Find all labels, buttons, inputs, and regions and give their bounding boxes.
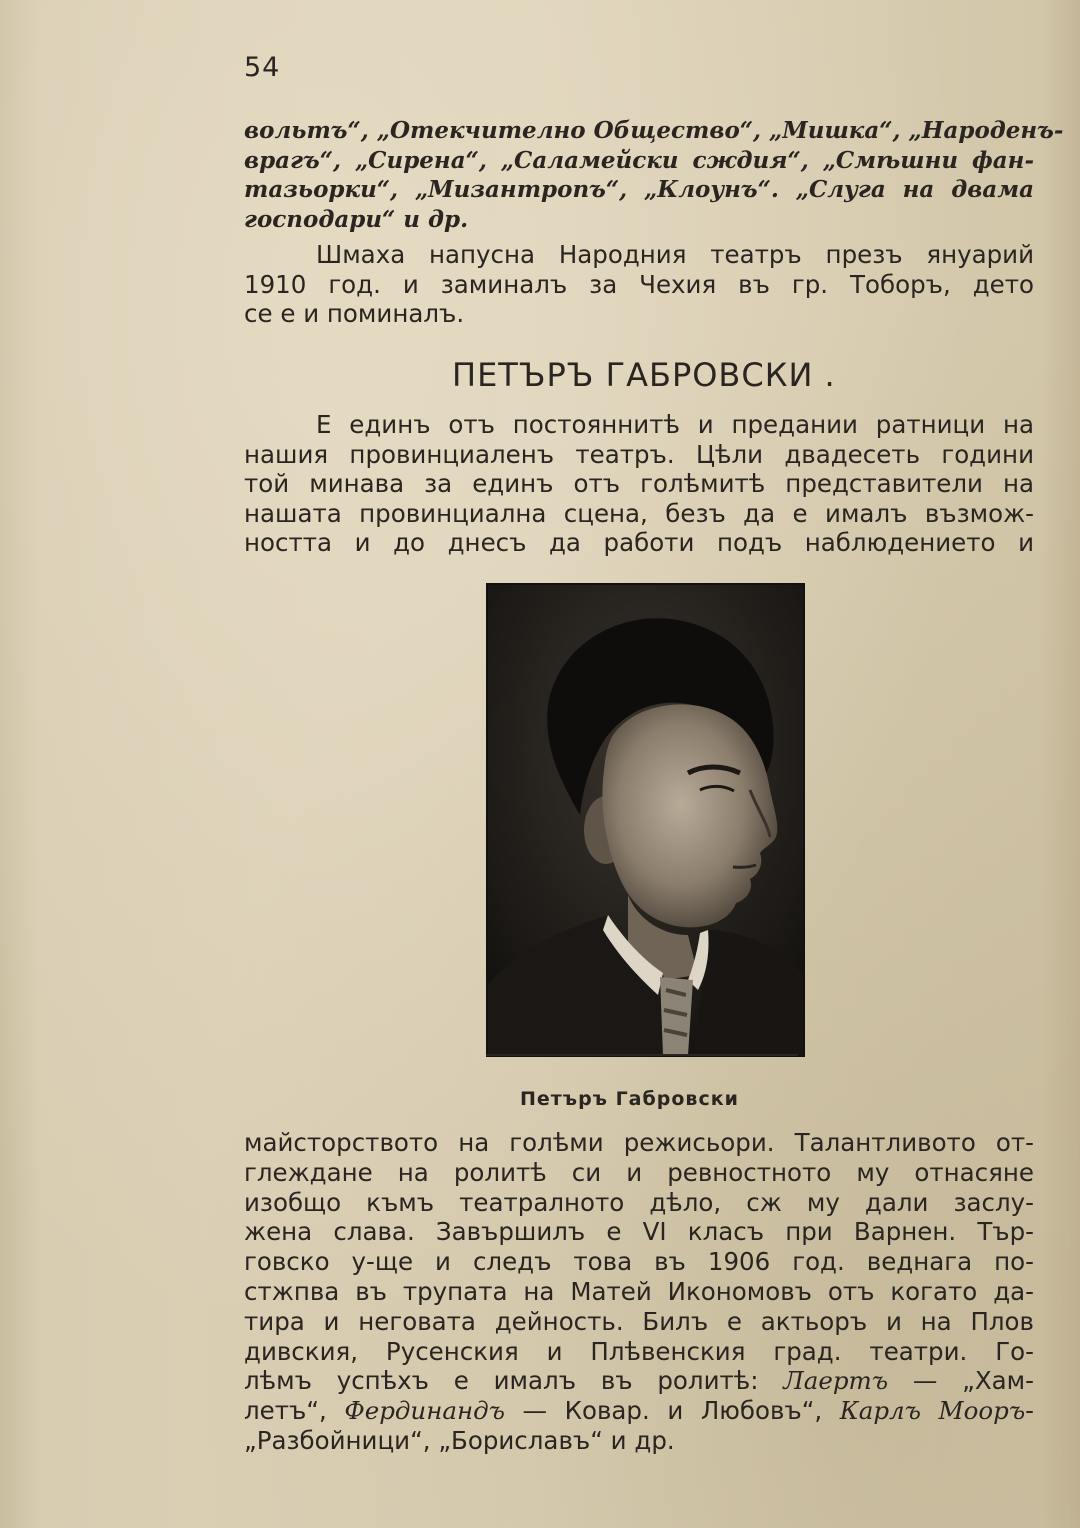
portrait-photo — [486, 583, 805, 1057]
text-line: 1910 год. и заминалъ за Чехия въ гр. Тоборъ, дето — [244, 269, 1034, 299]
text-fragment: летъ“, — [244, 1396, 345, 1426]
text-line: нашата провинциална сцена, безъ да е ималъ възмож- — [244, 498, 1034, 528]
text-line — [244, 1396, 1034, 1426]
text-line — [244, 1366, 1034, 1396]
roles-paragraph — [244, 116, 1064, 234]
page-number: 54 — [244, 52, 281, 83]
text-line: тазьорки“, „Мизантропъ“, „Клоунъ“. „Слуга на двама — [244, 176, 1034, 203]
section-heading: ПЕТЪРЪ ГАБРОВСКИ . — [452, 356, 836, 394]
text-line: жена слава. Завършилъ е VI класъ при Варнен. Тър- — [244, 1217, 1034, 1247]
text-line: нашия провинциаленъ театръ. Цѣли двадесеть години — [244, 439, 1034, 469]
role-name: Фердинандъ — [344, 1396, 505, 1426]
text-fragment: лѣмъ успѣхъ е ималъ въ ролитѣ: — [244, 1366, 784, 1396]
text-line: говско у-ще и следъ това въ 1906 год. веднага по- — [244, 1247, 1034, 1277]
text-fragment: — „Хам- — [888, 1366, 1034, 1396]
text-line: „Разбойници“, „Бориславъ“ и др. — [244, 1425, 675, 1455]
portrait-illustration — [488, 585, 803, 1055]
text-fragment: - — [1025, 1396, 1034, 1426]
intro-paragraph — [244, 410, 1034, 558]
text-line: дивския, Русенския и Плѣвенския град. театри. Го- — [244, 1336, 1034, 1366]
text-line: изобщо къмъ театралното дѣло, сж му дали заслу- — [244, 1187, 1034, 1217]
text-line: врагъ“, „Сирена“, „Саламейски сждия“, „Смѣшни фан- — [244, 146, 1034, 174]
text-line: той минава за единъ отъ голѣмитѣ представители на — [244, 469, 1034, 498]
text-line: ността и до днесъ да работи подъ наблюдението и — [244, 528, 1034, 557]
text-line: вольтъ“, „Отекчително Общество“, „Мишка“, „Народенъ- — [244, 117, 1064, 144]
text-line: господари“ и др. — [244, 205, 469, 233]
photo-rule — [486, 1054, 798, 1056]
text-line: майсторството на голѣми режисьори. Талантливото от- — [244, 1128, 1034, 1157]
photo-caption: Петъръ Габровски — [520, 1088, 739, 1110]
text-fragment: — Ковар. и Любовъ“, — [504, 1396, 840, 1426]
text-line: се е и поминалъ. — [244, 299, 465, 328]
career-paragraph — [244, 1128, 1034, 1456]
text-line: глеждане на ролитѣ си и ревностното му отнасяне — [244, 1157, 1034, 1187]
text-line: тира и неговата дейность. Билъ е актьоръ и на Плов — [244, 1306, 1034, 1336]
shmaha-paragraph — [244, 240, 1034, 329]
role-name: Карлъ Мооръ — [839, 1396, 1026, 1426]
role-name: Лаертъ — [783, 1366, 889, 1396]
text-line: Шмаха напусна Народния театръ презъ януарий — [316, 240, 1034, 269]
text-line: Е единъ отъ постояннитѣ и предании ратници на — [316, 410, 1034, 439]
text-line: стжпва въ трупата на Матей Икономовъ отъ когато да- — [244, 1276, 1034, 1306]
